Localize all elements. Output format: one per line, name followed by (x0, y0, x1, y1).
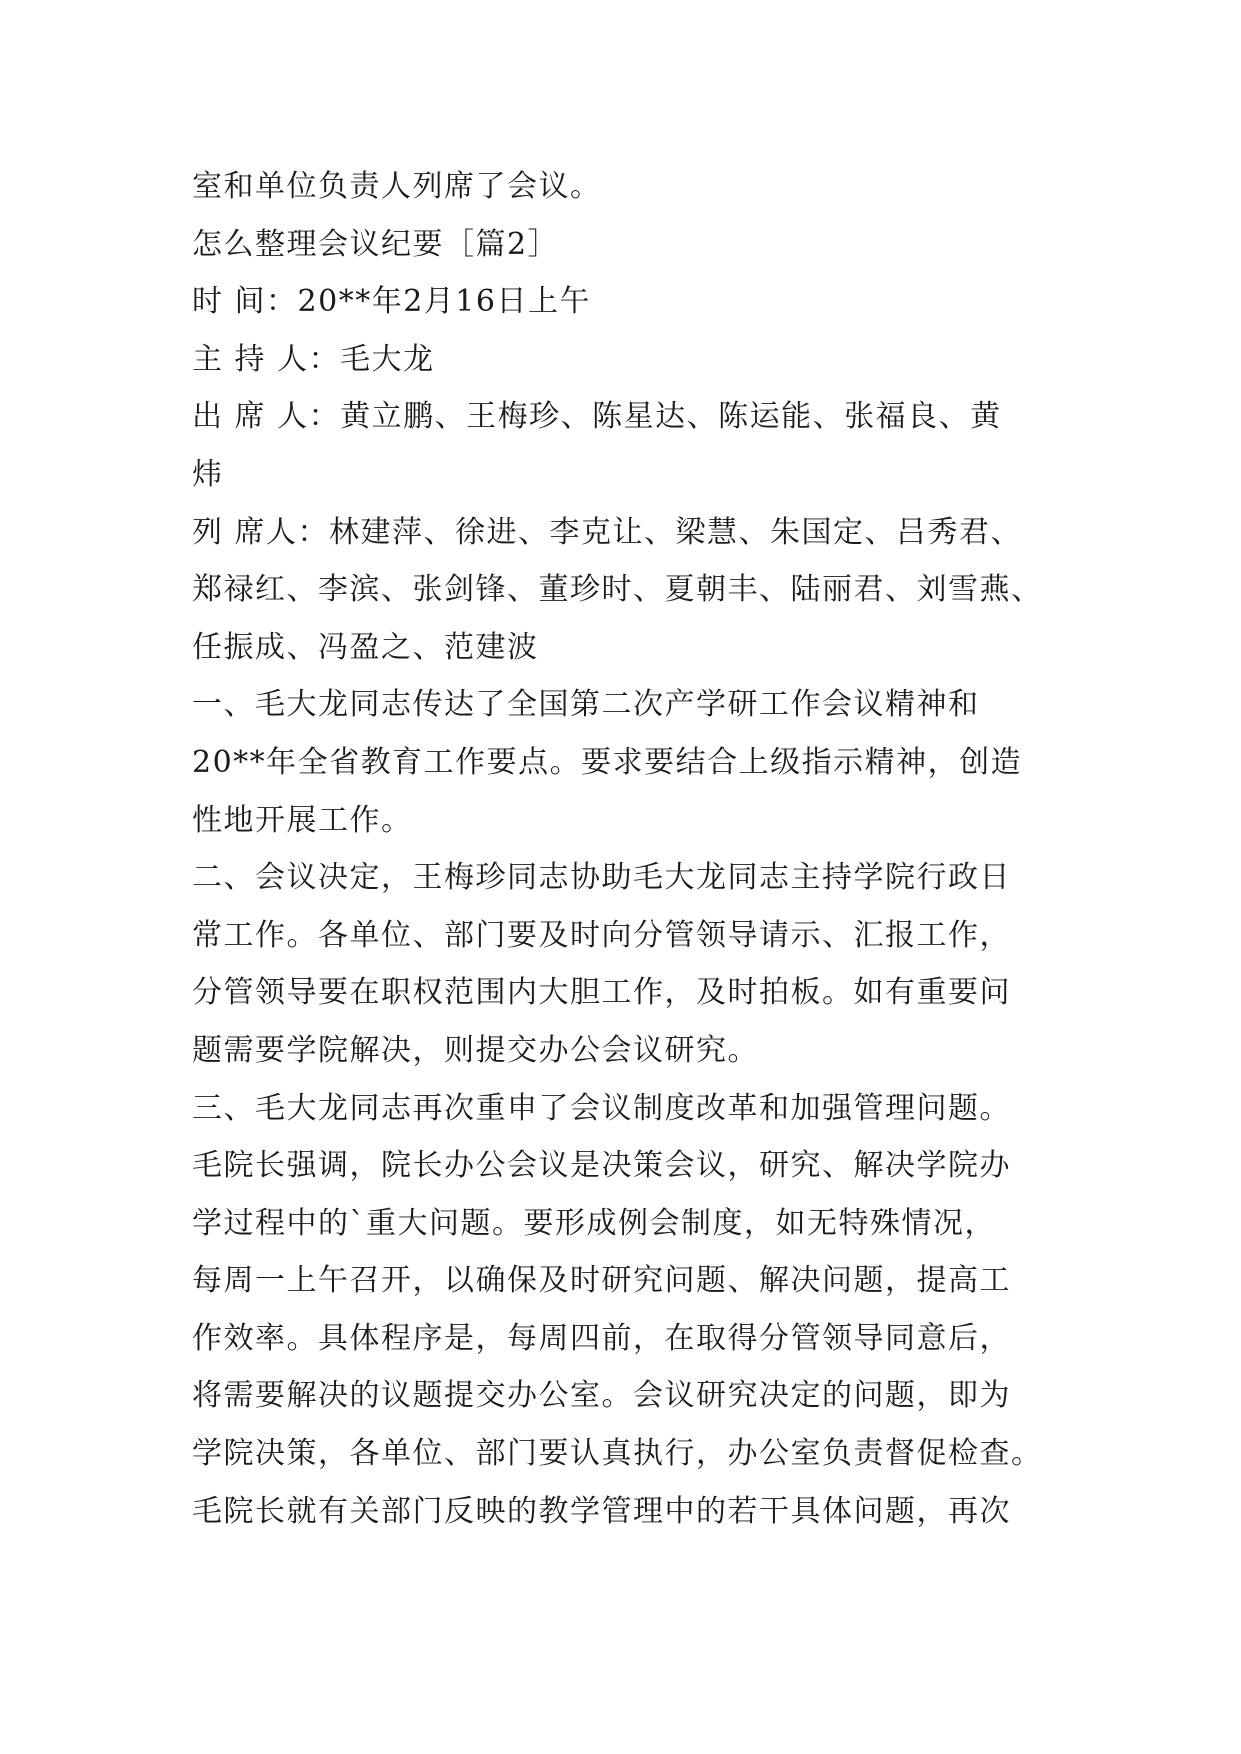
paragraph-line: 二、会议决定，王梅珍同志协助毛大龙同志主持学院行政日 (192, 860, 1011, 896)
paragraph-line: 常工作。各单位、部门要及时向分管领导请示、汇报工作， (192, 917, 1011, 953)
document-body (192, 158, 1072, 1540)
attendees-line: 炜 (192, 456, 224, 492)
paragraph-line: 毛院长就有关部门反映的教学管理中的若干具体问题，再次 (192, 1493, 1011, 1529)
paragraph-line: 题需要学院解决，则提交办公会议研究。 (192, 1032, 759, 1068)
text-line: 室和单位负责人列席了会议。 (192, 169, 602, 204)
observers-line: 郑禄红、李滨、张剑锋、董珍时、夏朝丰、陆丽君、刘雪燕、 (192, 572, 1043, 608)
paragraph-line: 学过程中的`重大问题。要形成例会制度，如无特殊情况， (192, 1205, 996, 1241)
paragraph-line: 每周一上午召开，以确保及时研究问题、解决问题，提高工 (192, 1263, 1011, 1299)
section-heading: 怎么整理会议纪要［篇2］ (192, 226, 560, 262)
meeting-time: 时 间：20**年2月16日上午 (192, 284, 591, 320)
paragraph-line: 性地开展工作。 (192, 802, 413, 838)
paragraph-line: 作效率。具体程序是，每周四前，在取得分管领导同意后， (192, 1320, 1011, 1356)
observers-line: 列 席人：林建萍、徐进、李克让、梁慧、朱国定、吕秀君、 (192, 514, 1023, 550)
observers-line: 任振成、冯盈之、范建波 (192, 629, 539, 665)
paragraph-line: 三、毛大龙同志再次重申了会议制度改革和加强管理问题。 (192, 1090, 1011, 1126)
paragraph-line: 一、毛大龙同志传达了全国第二次产学研工作会议精神和 (192, 687, 980, 723)
paragraph-line: 将需要解决的议题提交办公室。会议研究决定的问题，即为 (192, 1378, 1011, 1414)
paragraph-line: 20**年全省教育工作要点。要求要结合上级指示精神，创造 (192, 744, 1023, 780)
paragraph-line: 分管领导要在职权范围内大胆工作，及时拍板。如有重要问 (192, 975, 1011, 1011)
attendees-line: 出 席 人：黄立鹏、王梅珍、陈星达、陈运能、张福良、黄 (192, 399, 1002, 435)
meeting-host: 主 持 人：毛大龙 (192, 341, 435, 377)
paragraph-line: 毛院长强调，院长办公会议是决策会议，研究、解决学院办 (192, 1148, 1011, 1184)
paragraph-line: 学院决策，各单位、部门要认真执行，办公室负责督促检查。 (192, 1436, 1043, 1472)
